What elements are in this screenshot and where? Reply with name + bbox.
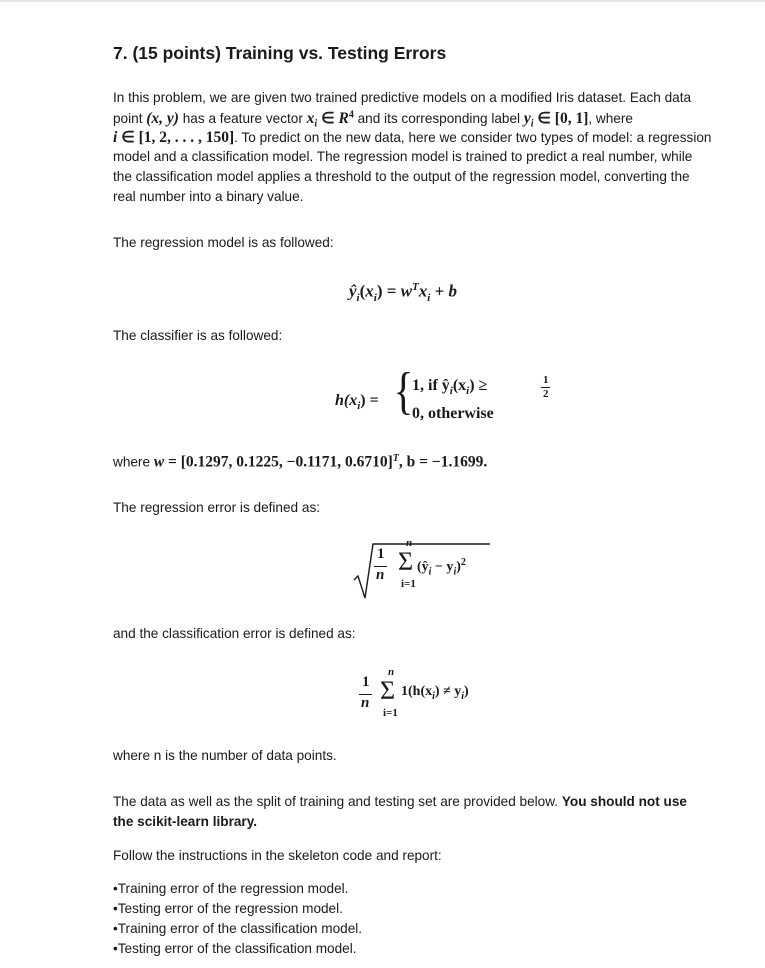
reg-error-intro: The regression error is defined as: bbox=[113, 500, 321, 515]
cls-one: 1 bbox=[362, 674, 370, 690]
data-note-line-2: the scikit-learn library. bbox=[113, 814, 258, 829]
cls-body: $1(h(x_i) \ne y_i)$ bbox=[401, 684, 469, 702]
top-border bbox=[0, 0, 765, 2]
case-one: 1, if $ŷ_i(x_i)$ ≥ bbox=[412, 377, 488, 398]
where-n-line: where n is the number of data points. bbox=[113, 748, 337, 763]
intro-line-2: point (x, y) has a feature vector $x_i$ ∈ $R^4$ and its corresponding label $y_i$ ∈ [0, 1], where bbox=[113, 109, 633, 130]
reg-n: n bbox=[376, 567, 385, 583]
reg-sum-lower: i=1 bbox=[401, 578, 416, 590]
where-w-line: where w = [0.1297, 0.1225, −0.1171, 0.6710]$^T$, b = −1.1699. bbox=[113, 453, 488, 471]
bullet-item: •Testing error of the regression model. bbox=[113, 901, 343, 916]
reg-sigma: Σ bbox=[398, 547, 414, 576]
follow-instructions: Follow the instructions in the skeleton code and report: bbox=[113, 848, 442, 863]
cls-n: n bbox=[361, 695, 370, 711]
classifier-lhs: $h(x_i)$ = bbox=[335, 392, 379, 413]
bullet-item: •Training error of the classification model. bbox=[113, 921, 363, 936]
regression-equation: $ŷ_i(x_i) = w^Tx_i + b$ bbox=[349, 281, 458, 305]
intro-line-1: In this problem, we are given two trained predictive models on a modified Iris dataset. Each data bbox=[113, 90, 692, 105]
intro-line-6: real number into a binary value. bbox=[113, 189, 304, 204]
intro-line-4: model and a classification model. The regression model is trained to predict a real number, while bbox=[113, 149, 693, 164]
half-denominator: 2 bbox=[543, 388, 549, 400]
problem-title: 7. (15 points) Training vs. Testing Errors bbox=[113, 43, 447, 63]
intro-line-3: i ∈ [1, 2, . . . , 150]. To predict on the new data, here we consider two types of model: a regression bbox=[113, 129, 712, 146]
bullet-item: •Training error of the regression model. bbox=[113, 881, 349, 896]
left-brace: { bbox=[393, 363, 414, 420]
reg-body: $(ŷ_i - y_i)^2$ bbox=[417, 557, 466, 578]
intro-line-5: the classification model applies a threshold to the output of the regression model, converting the bbox=[113, 169, 690, 184]
regression-intro: The regression model is as followed: bbox=[113, 235, 334, 250]
reg-one: 1 bbox=[377, 546, 385, 562]
half-numerator: 1 bbox=[543, 374, 549, 386]
reg-sum-upper: n bbox=[406, 537, 413, 549]
classifier-intro: The classifier is as followed: bbox=[113, 328, 283, 343]
case-two: 0, otherwise bbox=[412, 405, 494, 422]
cls-sum-lower: i=1 bbox=[383, 707, 398, 719]
cls-sigma: Σ bbox=[380, 676, 396, 705]
bullet-item: •Testing error of the classification model. bbox=[113, 941, 357, 956]
cls-sum-upper: n bbox=[388, 666, 395, 678]
data-note-line-1: The data as well as the split of training and testing set are provided below. You should not use bbox=[113, 794, 687, 809]
cls-error-intro: and the classification error is defined as: bbox=[113, 626, 356, 641]
